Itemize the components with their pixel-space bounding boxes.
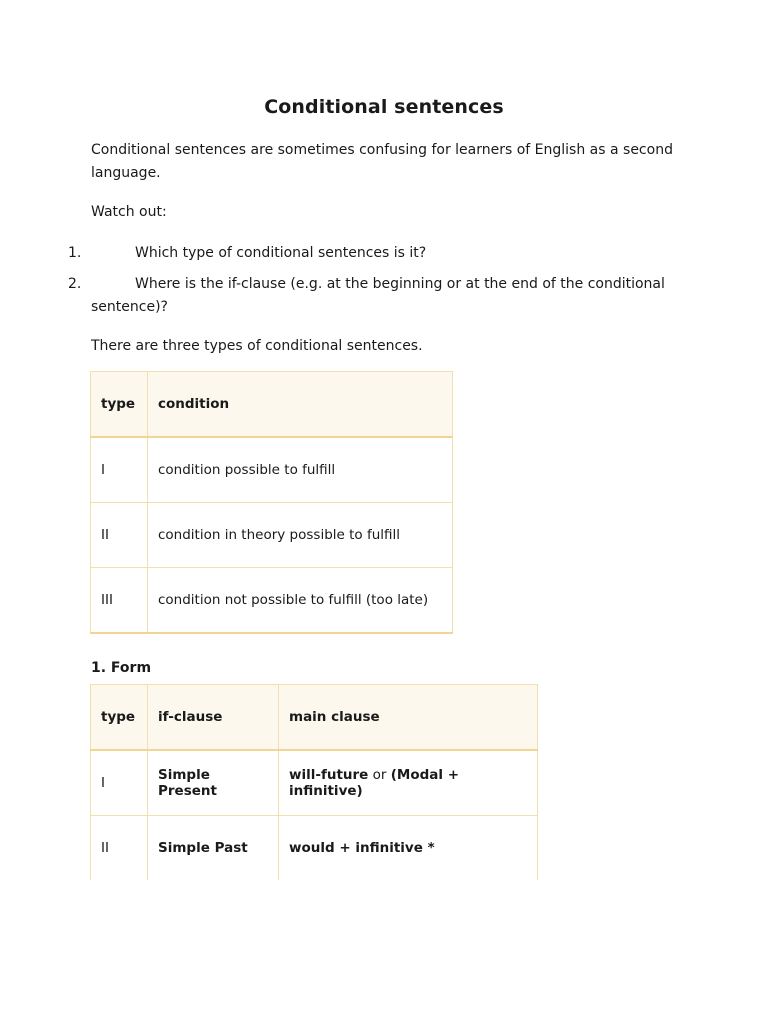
table-row — [91, 503, 453, 568]
cell-condition: condition possible to fulfill — [148, 437, 453, 503]
header-cell-if-clause: if-clause — [148, 685, 279, 751]
main-clause-part-a: will-future — [289, 767, 369, 783]
cell-type: III — [91, 568, 148, 634]
cell-condition: condition not possible to fulfill (too late) — [148, 568, 453, 634]
header-cell-type: type — [91, 372, 148, 438]
list-item-text: Which type of conditional sentences is it? — [135, 245, 427, 261]
types-table — [90, 371, 453, 634]
table-row — [91, 437, 453, 503]
form-table — [90, 684, 538, 880]
header-cell-main-clause: main clause — [279, 685, 538, 751]
form-heading: 1. Form — [91, 660, 152, 676]
cell-if-clause: Simple Present — [148, 750, 279, 816]
cell-type: II — [91, 816, 148, 881]
main-clause-or: or — [368, 767, 391, 783]
table-row — [91, 568, 453, 634]
cell-type: II — [91, 503, 148, 568]
table-row — [91, 750, 538, 816]
three-types-text: There are three types of conditional sentences. — [91, 338, 423, 354]
cell-main-clause: would + infinitive * — [279, 816, 538, 881]
table-header-row — [91, 372, 453, 438]
cell-type: I — [91, 437, 148, 503]
cell-type: I — [91, 750, 148, 816]
watch-out-text: Watch out: — [91, 204, 167, 220]
table-header-row — [91, 685, 538, 751]
header-cell-condition: condition — [148, 372, 453, 438]
list-item-text: Where is the if-clause (e.g. at the beginning or at the end of the conditional sentence)? — [91, 276, 665, 315]
cell-if-clause: Simple Past — [148, 816, 279, 881]
list-item-number: 2. — [68, 276, 82, 292]
cell-main-clause — [279, 750, 538, 816]
cell-condition: condition in theory possible to fulfill — [148, 503, 453, 568]
header-cell-type: type — [91, 685, 148, 751]
main-clause-part-b: (Modal + infinitive) — [289, 767, 460, 799]
list-item-number: 1. — [68, 245, 82, 261]
page-title: Conditional sentences — [264, 96, 504, 118]
intro-paragraph: Conditional sentences are sometimes confusing for learners of English as a second language. — [91, 142, 673, 181]
table-row — [91, 816, 538, 881]
